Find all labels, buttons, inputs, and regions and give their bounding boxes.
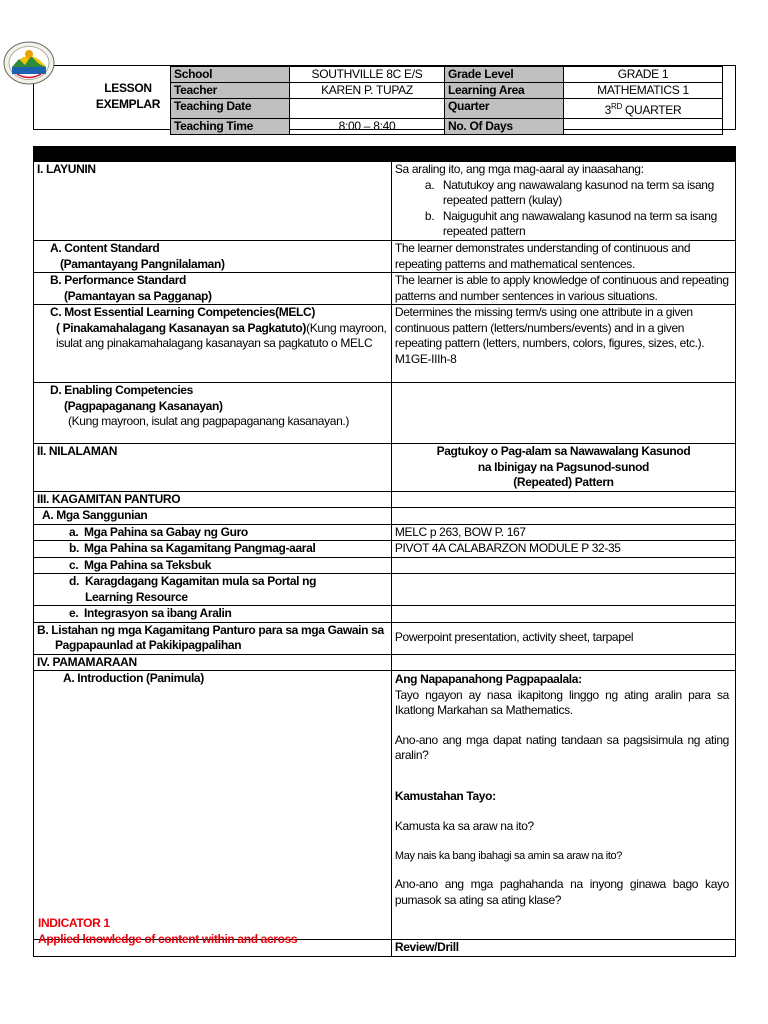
- teaching-time-value: 8:00 – 8:40: [290, 119, 445, 135]
- napapanahong-heading: Ang Napapanahong Pagpapaalala:: [394, 672, 582, 686]
- integrasyon-label: e. Integrasyon sa ibang Aralin: [34, 606, 392, 623]
- indicator-title: INDICATOR 1: [38, 916, 110, 930]
- days-value: [564, 119, 723, 135]
- learning-area-label: Learning Area: [445, 83, 564, 99]
- melc-code: M1GE-IIIh-8: [394, 351, 457, 366]
- row-nilalaman: [34, 444, 736, 492]
- indicator-block: [38, 916, 297, 947]
- row-kagamitan: [34, 491, 736, 508]
- table-header-bar: [34, 147, 736, 162]
- teaching-date-value: [290, 99, 445, 119]
- row-introduction: [34, 671, 736, 940]
- row-pamamaraan: [34, 654, 736, 671]
- performance-standard-label: B. Performance Standard (Pamantayan sa Pagganap): [34, 273, 392, 305]
- header-info-table: [170, 66, 723, 135]
- listahan-value: Powerpoint presentation, activity sheet, tarpapel: [391, 622, 735, 654]
- kagamitang-mag-aaral-value: PIVOT 4A CALABARZON MODULE P 32-35: [391, 541, 735, 558]
- list-item: a. Natutukoy ang nawawalang kasunod na term sa isang repeated pattern (kulay): [424, 177, 714, 207]
- header-row-teacher: [171, 83, 723, 99]
- lesson-exemplar-title: LESSON EXEMPLAR: [95, 81, 161, 111]
- school-label: School: [171, 67, 290, 83]
- melc-text: Determines the missing term/s using one attribute in a given continuous pattern (letters/numbers/events) and in a given repeating pattern (letters, numbers, colors, figures, sizes, etc.). M1GE-IIIh-8: [391, 305, 735, 383]
- sanggunian-label: A. Mga Sanggunian: [34, 508, 392, 525]
- introduction-cell: [34, 671, 392, 946]
- gabay-guro-label: a. Mga Pahina sa Gabay ng Guro: [34, 524, 392, 541]
- row-enabling: [34, 383, 736, 444]
- introduction-label: A. Introduction (Panimula): [63, 671, 204, 685]
- row-kagamitang-mag-aaral: [34, 541, 736, 558]
- layunin-content: Sa araling ito, ang mga mag-aaral ay inaasahang: a. Natutukoy ang nawawalang kasunod na term sa isang repeated pattern (kulay) b. Naiguguhit ang nawawalang kasunod na term sa isang repeated pattern: [391, 162, 735, 241]
- enabling-label: D. Enabling Competencies (Pagpapaganang Kasanayan) (Kung mayroon, isulat ang pagpapaganang kasanayan.): [34, 383, 392, 444]
- content-standard-text: The learner demonstrates understanding of continuous and repeating patterns and mathematical sentences.: [391, 241, 735, 273]
- pamamaraan-label: IV. PAMAMARAAN: [34, 654, 392, 671]
- row-portal: [34, 574, 736, 606]
- row-melc: [34, 305, 736, 383]
- listahan-label: B. Listahan ng mga Kagamitang Panturo para sa mga Gawain sa Pagpapaunlad at Pakikipagpalihan: [34, 622, 392, 654]
- kagamitan-label: III. KAGAMITAN PANTURO: [34, 491, 392, 508]
- teksbuk-value: [391, 557, 735, 574]
- days-label: No. Of Days: [445, 119, 564, 135]
- nilalaman-label: II. NILALAMAN: [34, 444, 392, 492]
- teksbuk-label: c. Mga Pahina sa Teksbuk: [34, 557, 392, 574]
- quarter-value: 3RD QUARTER: [564, 99, 723, 119]
- grade-level-label: Grade Level: [445, 67, 564, 83]
- row-sanggunian: [34, 508, 736, 525]
- layunin-list: [395, 178, 732, 240]
- kamustahan-heading: Kamustahan Tayo:: [394, 788, 496, 803]
- integrasyon-value: [391, 606, 735, 623]
- row-layunin: [34, 162, 736, 241]
- melc-label: C. Most Essential Learning Competencies(MELC) ( Pinakamahalagang Kasanayan sa Pagkatuto)(Kung mayroon, isulat ang pinakamahalagang kasanayan sa pagkatuto o MELC: [34, 305, 392, 383]
- row-content-standard: [34, 241, 736, 273]
- deped-seal-logo: [3, 41, 55, 85]
- list-item: b. Naiguguhit ang nawawalang kasunod na term sa isang repeated pattern: [424, 208, 717, 238]
- gabay-guro-value: MELC p 263, BOW P. 167: [391, 524, 735, 541]
- teaching-date-label: Teaching Date: [171, 99, 290, 119]
- teaching-time-label: Teaching Time: [171, 119, 290, 135]
- teacher-value: KAREN P. TUPAZ: [290, 83, 445, 99]
- header-row-date: [171, 99, 723, 119]
- introduction-content: Ang Napapanahong Pagpapaalala: Tayo ngayon ay nasa ikapitong linggo ng ating aralin para sa Ikatlong Markahan sa Mathematics. Ano-ano ang mga dapat nating tandaan sa pagsisimula ng ating aralin? Kamustahan Tayo: Kamusta ka sa araw na ito? May nais ka bang ibahagi sa amin sa araw na ito? Ano-ano ang mga paghahanda na inyong ginawa bago kayo pumasok sa ating sa ating klase?: [391, 671, 735, 940]
- teacher-label: Teacher: [171, 83, 290, 99]
- content-standard-label: A. Content Standard (Pamantayang Pangnilalaman): [34, 241, 392, 273]
- grade-level-value: GRADE 1: [564, 67, 723, 83]
- header-row-time: [171, 119, 723, 135]
- indicator-text: Applied knowledge of content within and across: [38, 931, 298, 946]
- row-teksbuk: [34, 557, 736, 574]
- performance-standard-text: The learner is able to apply knowledge of continuous and repeating patterns and number sentences in various situations.: [391, 273, 735, 305]
- row-performance-standard: [34, 273, 736, 305]
- review-drill-label: Review/Drill: [391, 940, 735, 957]
- header-row-school: [171, 67, 723, 83]
- layunin-label: I. LAYUNIN: [34, 162, 392, 241]
- learning-area-value: MATHEMATICS 1: [564, 83, 723, 99]
- nilalaman-text: Pagtukoy o Pag-alam sa Nawawalang Kasunod na Ibinigay na Pagsunod-sunod (Repeated) Pattern: [391, 444, 735, 492]
- portal-value: [391, 574, 735, 606]
- quarter-label: Quarter: [445, 99, 564, 119]
- row-gabay-guro: [34, 524, 736, 541]
- portal-label: d. Karagdagang Kagamitan mula sa Portal ng Learning Resource: [34, 574, 392, 606]
- school-value: SOUTHVILLE 8C E/S: [290, 67, 445, 83]
- row-integrasyon: [34, 606, 736, 623]
- kagamitang-mag-aaral-label: b. Mga Pahina sa Kagamitang Pangmag-aaral: [34, 541, 392, 558]
- enabling-text: [391, 383, 735, 444]
- lesson-header: [33, 65, 736, 133]
- lesson-plan-table: [33, 146, 736, 957]
- row-listahan: [34, 622, 736, 654]
